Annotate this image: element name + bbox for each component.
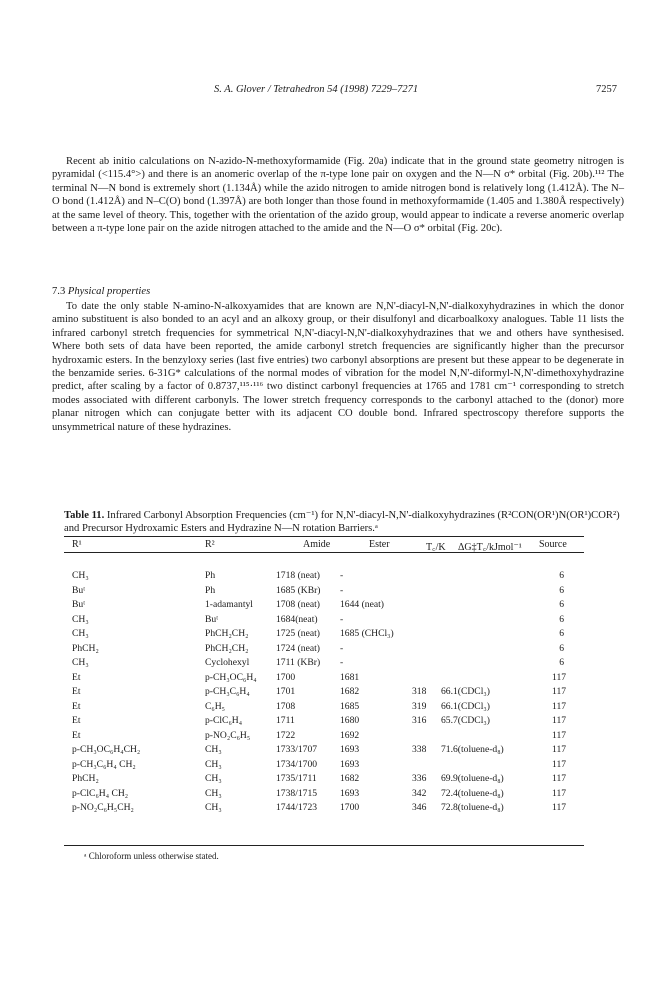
table-row — [64, 715, 584, 730]
column-header-r2: R² — [205, 539, 215, 550]
cell-r1: CH₃ — [72, 613, 89, 625]
cell-ester: 1644 (neat) — [340, 599, 384, 610]
cell-tc: 338 — [412, 744, 427, 755]
page-number: 7257 — [596, 84, 617, 95]
cell-dg: 72.4(toluene-d₈) — [441, 787, 504, 799]
paragraph-anomeric-overlap — [52, 155, 624, 235]
cell-ester: 1693 — [340, 787, 360, 799]
cell-ester: 1685 (CHCl₃) — [340, 628, 394, 639]
table-row — [64, 570, 584, 585]
cell-ester: - — [340, 584, 344, 596]
cell-amide: 1711 — [276, 715, 295, 726]
cell-source: 117 — [552, 802, 567, 813]
cell-r1: p-CH₃C₆H₄ CH₂ — [72, 758, 136, 770]
cell-dg: 71.6(toluene-d₈) — [441, 744, 504, 755]
cell-r2: CH₃ — [205, 802, 222, 813]
section-heading — [52, 286, 150, 297]
cell-ester: - — [340, 613, 344, 625]
column-header-r1: R¹ — [72, 539, 82, 550]
cell-source: 117 — [552, 671, 567, 683]
column-header-activation-energy: ΔG‡T꜀/kJmol⁻¹ — [458, 542, 522, 553]
cell-amide: 1718 (neat) — [276, 570, 320, 581]
cell-r2: p-NO₂C₆H₅ — [205, 729, 251, 741]
cell-source: 6 — [559, 613, 564, 625]
running-head — [0, 84, 672, 100]
cell-r2: CH₃ — [205, 744, 222, 755]
cell-ester: 1693 — [340, 758, 360, 770]
cell-r2: PhCH₂CH₂ — [205, 628, 249, 639]
cell-source: 117 — [552, 787, 567, 799]
cell-r1: p-ClC₆H₄ CH₂ — [72, 787, 129, 799]
cell-source: 6 — [559, 628, 564, 639]
cell-source: 6 — [559, 584, 564, 596]
cell-ester: 1681 — [340, 671, 360, 683]
cell-amide: 1734/1700 — [276, 758, 318, 770]
running-title: S. A. Glover / Tetrahedron 54 (1998) 7229–7271 — [214, 84, 419, 95]
column-header-ester: Ester — [369, 539, 390, 550]
section-title: Physical properties — [67, 286, 151, 297]
cell-ester: - — [340, 657, 344, 668]
table-row — [64, 759, 584, 774]
paragraph-physical-properties — [52, 300, 624, 434]
table-row — [64, 773, 584, 788]
table-row — [64, 802, 584, 817]
cell-r1: Et — [72, 686, 81, 697]
cell-r1: PhCH₂ — [72, 642, 99, 654]
cell-r2: C₆H₅ — [205, 700, 226, 712]
cell-r2: Ph — [205, 570, 216, 581]
table-top-rule — [64, 536, 584, 537]
table-label: Table 11. — [64, 510, 105, 521]
cell-dg: 66.1(CDCl₃) — [441, 700, 490, 712]
cell-amide: 1735/1711 — [276, 773, 317, 784]
cell-r2: PhCH₂CH₂ — [205, 642, 249, 654]
section-number: 7.3 — [52, 286, 66, 297]
table-row — [64, 701, 584, 716]
cell-r1: Et — [72, 715, 81, 726]
cell-amide: 1700 — [276, 671, 296, 683]
cell-amide: 1701 — [276, 686, 296, 697]
cell-r2: Ph — [205, 584, 216, 596]
table-body — [64, 570, 584, 817]
cell-r1: PhCH₂ — [72, 773, 99, 784]
table-row — [64, 614, 584, 629]
table-row — [64, 744, 584, 759]
cell-amide: 1685 (KBr) — [276, 584, 321, 596]
table-bottom-rule — [64, 845, 584, 846]
cell-r2: CH₃ — [205, 787, 222, 799]
cell-r2: CH₃ — [205, 758, 222, 770]
cell-r2: Buᵗ — [205, 613, 219, 625]
cell-source: 117 — [552, 773, 567, 784]
cell-ester: 1682 — [340, 686, 360, 697]
cell-source: 117 — [552, 715, 567, 726]
cell-dg: 69.9(toluene-d₈) — [441, 773, 504, 784]
cell-source: 117 — [552, 744, 567, 755]
table-footnote: ᵃ Chloroform unless otherwise stated. — [84, 851, 219, 861]
table-row — [64, 628, 584, 643]
cell-r1: CH₃ — [72, 570, 89, 581]
table-row — [64, 599, 584, 614]
cell-amide: 1722 — [276, 729, 296, 741]
cell-tc: 342 — [412, 787, 427, 799]
table-row — [64, 585, 584, 600]
cell-r2: p-CH₃OC₆H₄ — [205, 671, 257, 683]
column-header-amide: Amide — [303, 539, 331, 550]
paragraph-text: Recent ab initio calculations on N-azido-N-methoxyformamide (Fig. 20a) indicate that in the ground state geometry nitrogen is pyramidal (<115.4°>) and there is an anomeric overlap of the π-type lone pair on oxygen and the N—N σ* orbital (Fig. 20b).¹¹² The terminal N—N bond is extremely short (1.134Å) while the azido nitrogen to amide nitrogen bond is relatively long (1.412Å). The N–O bond (1.412Å) and N–C(O) bond (1.397Å) are both longer than those found in methoxyformamide (1.405 and 1.380Å respectively) at the same level of theory. This, together with the orientation of the azido group, would appear to indicate a reverse anomeric overlap between a π-type lone pair on the azide nitrogen attached to the amide and the N—O σ* orbital (Fig. 20c). — [52, 156, 624, 235]
cell-r1: Et — [72, 671, 81, 683]
cell-r1: p-NO₂C₆H₅CH₂ — [72, 802, 134, 813]
column-header-source: Source — [539, 539, 567, 550]
cell-ester: 1693 — [340, 744, 360, 755]
cell-r2: 1-adamantyl — [205, 599, 253, 610]
cell-r1: Et — [72, 729, 81, 741]
cell-r2: Cyclohexyl — [205, 657, 250, 668]
paragraph-text: To date the only stable N-amino-N-alkoxyamides that are known are N,N'-diacyl-N,N'-dialkoxyhydrazines in which the donor amino substituent is also bonded to an acyl and an alkoxy group, or their disulfonyl and dicarboalkoxy analogues. Table 11 lists the infrared carbonyl stretch frequencies for symmetrical N,N'-diacyl-N,N'-dialkoxyhydrazines that we and others have synthesised. Where both sets of data have been reported, the amide carbonyl stretch frequencies are significantly higher than the precursor hydroxamic esters. In the benzyloxy series (last five entries) two carbonyl absorptions are present but these appear to be degenerate in the benzamide series. 6-31G* calculations of the normal modes of vibration for the model N,N'-diformyl-N,N'-dimethoxyhydrazine predict, after scaling by a factor of 0.8737,¹¹⁵·¹¹⁶ two distinct carbonyl frequencies at 1765 and 1781 cm⁻¹ corresponding to stretch modes associated with different carbonyls. The lower stretch frequency corresponds to the carbonyl attached to the (donor) more planar nitrogen which can conjugate better with its adjacent CO double bond. Infrared spectroscopy therefore supports the unsymmetrical nature of these hydrazines. — [52, 301, 624, 433]
cell-tc: 316 — [412, 715, 427, 726]
cell-r1: CH₃ — [72, 628, 89, 639]
cell-r2: p-CH₃C₆H₄ — [205, 686, 250, 697]
table-header-rule — [64, 552, 584, 553]
cell-dg: 72.8(toluene-d₈) — [441, 802, 504, 813]
cell-source: 6 — [559, 570, 564, 581]
cell-source: 117 — [552, 758, 567, 770]
cell-amide: 1684(neat) — [276, 613, 318, 625]
cell-ester: 1685 — [340, 700, 360, 712]
cell-amide: 1733/1707 — [276, 744, 318, 755]
cell-source: 6 — [559, 599, 564, 610]
cell-amide: 1724 (neat) — [276, 642, 320, 654]
cell-r1: Buᵗ — [72, 584, 86, 596]
cell-source: 117 — [552, 686, 567, 697]
cell-tc: 346 — [412, 802, 427, 813]
cell-source: 117 — [552, 700, 567, 712]
column-header-tc: T꜀/K — [426, 542, 446, 553]
cell-tc: 336 — [412, 773, 427, 784]
cell-amide: 1738/1715 — [276, 787, 318, 799]
table-caption-text: Infrared Carbonyl Absorption Frequencies (cm⁻¹) for N,N'-diacyl-N,N'-dialkoxyhydrazines (R²CON(OR¹)N(OR¹)COR²) and Precursor Hydroxamic Esters and Hydrazine N—N rotation Barriers.ᵃ — [64, 510, 620, 535]
cell-r2: CH₃ — [205, 773, 222, 784]
cell-source: 6 — [559, 642, 564, 654]
cell-amide: 1744/1723 — [276, 802, 318, 813]
cell-r1: p-CH₃OC₆H₄CH₂ — [72, 744, 141, 755]
cell-ester: 1682 — [340, 773, 360, 784]
table-row — [64, 730, 584, 745]
cell-r2: p-ClC₆H₄ — [205, 715, 243, 726]
table-caption — [64, 509, 624, 536]
cell-ester: - — [340, 642, 344, 654]
cell-amide: 1711 (KBr) — [276, 657, 321, 668]
cell-r1: CH₃ — [72, 657, 89, 668]
cell-ester: 1680 — [340, 715, 360, 726]
cell-amide: 1708 (neat) — [276, 599, 320, 610]
cell-ester: 1692 — [340, 729, 360, 741]
table-row — [64, 686, 584, 701]
cell-amide: 1725 (neat) — [276, 628, 320, 639]
cell-source: 6 — [559, 657, 564, 668]
cell-tc: 318 — [412, 686, 427, 697]
cell-dg: 65.7(CDCl₃) — [441, 715, 490, 726]
table-row — [64, 788, 584, 803]
cell-r1: Buᵗ — [72, 599, 86, 610]
cell-ester: 1700 — [340, 802, 360, 813]
table-row — [64, 643, 584, 658]
cell-source: 117 — [552, 729, 567, 741]
cell-r1: Et — [72, 700, 81, 712]
table-row — [64, 672, 584, 687]
cell-dg: 66.1(CDCl₃) — [441, 686, 490, 697]
cell-ester: - — [340, 570, 344, 581]
cell-amide: 1708 — [276, 700, 296, 712]
cell-tc: 319 — [412, 700, 427, 712]
table-row — [64, 657, 584, 672]
